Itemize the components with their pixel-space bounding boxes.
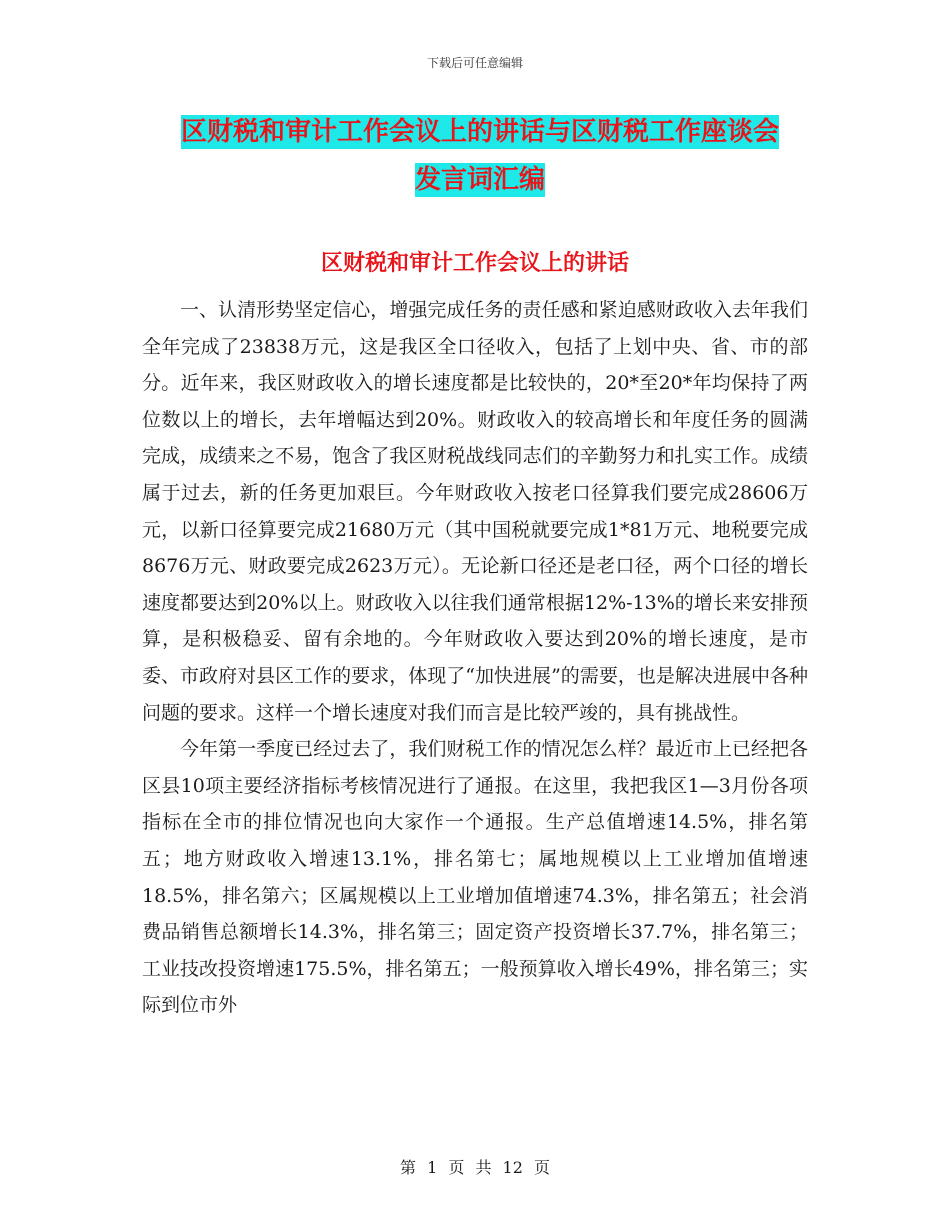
document-title-line2: 发言词汇编	[414, 165, 545, 195]
section-title: 区财税和审计工作会议上的讲话	[320, 251, 629, 276]
paragraph: 一、认清形势坚定信心，增强完成任务的责任感和紧迫感财政收入去年我们全年完成了23838万元，这是我区全口径收入，包括了上划中央、省、市的部分。近年来，我区财政收入的增长速度都是比较快的，20*至20*年均保持了两位数以上的增长，去年增幅达到20%。财政收入的较高增长和年度任务的圆满完成，成绩来之不易，饱含了我区财税战线同志们的辛勤努力和扎实工作。成绩属于过去，新的任务更加艰巨。今年财政收入按老口径算我们要完成28606万元，以新口径算要完成21680万元（其中国税就要完成1*81万元、地税要完成8676万元、财政要完成2623万元）。无论新口径还是老口径，两个口径的增长速度都要达到20%以上。财政收入以往我们通常根据12%-13%的增长来安排预算，是积极稳妥、留有余地的。今年财政收入要达到20%的增长速度，是市委、市政府对县区工作的要求，体现了“加快进展”的需要，也是解决进展中各种问题的要求。这样一个增长速度对我们而言是比较严竣的，具有挑战性。	[142, 299, 808, 724]
page-footer: 第 1 页 共 12 页	[400, 1158, 550, 1177]
header-note: 下载后可任意编辑	[426, 56, 523, 70]
document-title	[140, 108, 820, 204]
document-title-line1: 区财税和审计工作会议上的讲话与区财税工作座谈会	[180, 117, 779, 147]
paragraph: 今年第一季度已经过去了，我们财税工作的情况怎么样？最近市上已经把各区县10项主要经济指标考核情况进行了通报。在这里，我把我区1—3月份各项指标在全市的排位情况也向大家作一个通报。生产总值增速14.5%，排名第五；地方财政收入增速13.1%，排名第七；属地规模以上工业增加值增速18.5%，排名第六；区属规模以上工业增加值增速74.3%，排名第五；社会消费品销售总额增长14.3%，排名第三；固定资产投资增长37.7%，排名第三；工业技改投资增速175.5%，排名第五；一般预算收入增长49%，排名第三；实际到位市外	[142, 738, 808, 1017]
document-body	[142, 292, 808, 1024]
